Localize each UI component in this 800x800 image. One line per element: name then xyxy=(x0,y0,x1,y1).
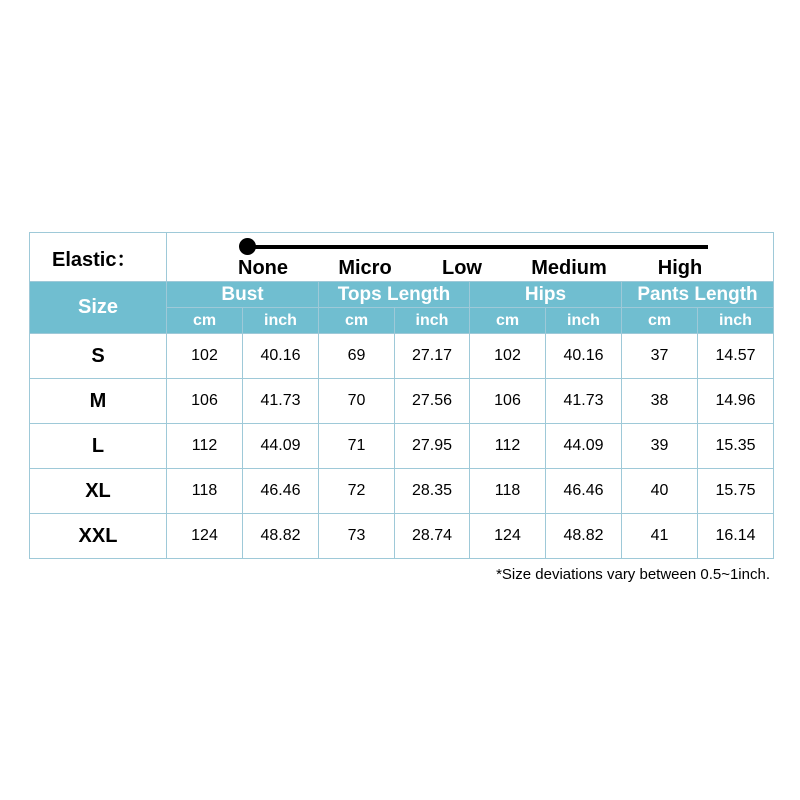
measurement-cell: 27.17 xyxy=(395,334,470,379)
measurement-cell: 14.96 xyxy=(698,379,774,424)
measurement-cell: 70 xyxy=(319,379,395,424)
unit-header: inch xyxy=(243,308,319,334)
measurement-cell: 46.46 xyxy=(546,469,622,514)
measurement-cell: 73 xyxy=(319,514,395,559)
elastic-level-low: Low xyxy=(442,257,482,279)
size-cell: S xyxy=(30,334,167,379)
elastic-label: Elastic： xyxy=(30,233,167,282)
size-cell: M xyxy=(30,379,167,424)
measurement-cell: 124 xyxy=(167,514,243,559)
size-chart-table xyxy=(29,232,774,559)
measurement-cell: 41.73 xyxy=(243,379,319,424)
size-column-header: Size xyxy=(30,282,167,334)
measurement-cell: 112 xyxy=(470,424,546,469)
measurement-cell: 28.74 xyxy=(395,514,470,559)
measurement-cell: 15.35 xyxy=(698,424,774,469)
measurement-cell: 37 xyxy=(622,334,698,379)
unit-header: inch xyxy=(698,308,774,334)
elastic-row xyxy=(30,233,774,282)
size-cell: XXL xyxy=(30,514,167,559)
unit-header: inch xyxy=(395,308,470,334)
measurement-cell: 28.35 xyxy=(395,469,470,514)
elastic-marker-dot xyxy=(239,238,256,255)
measurement-cell: 39 xyxy=(622,424,698,469)
measurement-cell: 124 xyxy=(470,514,546,559)
elastic-scale xyxy=(167,233,774,282)
measurement-cell: 27.56 xyxy=(395,379,470,424)
table-row xyxy=(30,334,774,379)
measurement-cell: 106 xyxy=(167,379,243,424)
unit-header: inch xyxy=(546,308,622,334)
elastic-levels xyxy=(167,257,773,281)
measurement-cell: 15.75 xyxy=(698,469,774,514)
measurement-cell: 69 xyxy=(319,334,395,379)
tops-length-header: Tops Length xyxy=(319,282,470,308)
unit-header: cm xyxy=(622,308,698,334)
pants-length-header: Pants Length xyxy=(622,282,774,308)
measurement-cell: 44.09 xyxy=(243,424,319,469)
elastic-scale-bar xyxy=(242,245,708,249)
size-deviation-footnote: *Size deviations vary between 0.5~1inch. xyxy=(496,566,770,583)
measurement-cell: 102 xyxy=(470,334,546,379)
unit-header: cm xyxy=(470,308,546,334)
measurement-cell: 71 xyxy=(319,424,395,469)
measurement-cell: 40 xyxy=(622,469,698,514)
measurement-cell: 112 xyxy=(167,424,243,469)
measurement-cell: 72 xyxy=(319,469,395,514)
measurement-cell: 48.82 xyxy=(546,514,622,559)
size-cell: L xyxy=(30,424,167,469)
elastic-level-micro: Micro xyxy=(338,257,392,279)
measurement-cell: 118 xyxy=(470,469,546,514)
elastic-level-high: High xyxy=(657,257,703,279)
measurement-cell: 16.14 xyxy=(698,514,774,559)
unit-header: cm xyxy=(167,308,243,334)
measurement-cell: 40.16 xyxy=(546,334,622,379)
measurement-cell: 41.73 xyxy=(546,379,622,424)
table-row xyxy=(30,469,774,514)
measurement-cell: 106 xyxy=(470,379,546,424)
measurement-cell: 14.57 xyxy=(698,334,774,379)
unit-header: cm xyxy=(319,308,395,334)
elastic-level-medium: Medium xyxy=(531,257,607,279)
measurement-cell: 40.16 xyxy=(243,334,319,379)
elastic-level-none: None xyxy=(238,257,288,279)
measurement-cell: 27.95 xyxy=(395,424,470,469)
measurement-cell: 102 xyxy=(167,334,243,379)
size-rows xyxy=(30,334,774,559)
table-row xyxy=(30,514,774,559)
measurement-cell: 48.82 xyxy=(243,514,319,559)
table-row xyxy=(30,424,774,469)
measurement-cell: 41 xyxy=(622,514,698,559)
size-cell: XL xyxy=(30,469,167,514)
hips-header: Hips xyxy=(470,282,622,308)
measurement-cell: 118 xyxy=(167,469,243,514)
header-group-row xyxy=(30,282,774,308)
measurement-cell: 38 xyxy=(622,379,698,424)
bust-header: Bust xyxy=(167,282,319,308)
measurement-cell: 44.09 xyxy=(546,424,622,469)
table-row xyxy=(30,379,774,424)
measurement-cell: 46.46 xyxy=(243,469,319,514)
